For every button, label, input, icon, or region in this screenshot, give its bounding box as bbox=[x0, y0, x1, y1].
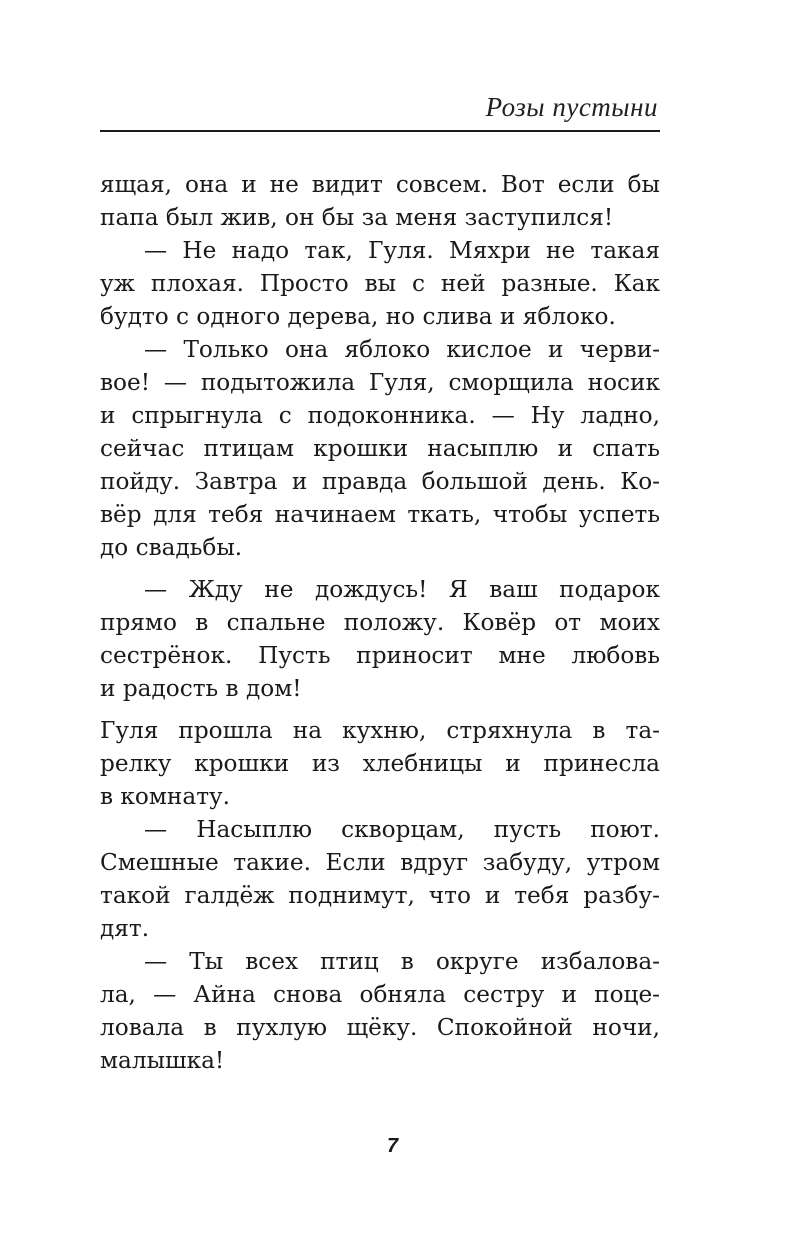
text-line: ла, — Айна снова обняла сестру и поце- bbox=[100, 981, 660, 1008]
text-line: — Жду не дождусь! Я ваш подарок bbox=[144, 576, 660, 603]
text-line: ящая, она и не видит совсем. Вот если бы bbox=[100, 171, 660, 198]
text-line: — Ты всех птиц в округе избалова- bbox=[144, 948, 660, 975]
text-line: прямо в спальне положу. Ковёр от моих bbox=[100, 609, 660, 636]
text-line: в комнату. bbox=[100, 783, 231, 810]
text-line: вое! — подытожила Гуля, сморщила носик bbox=[100, 369, 660, 396]
text-line: будто с одного дерева, но слива и яблоко. bbox=[100, 303, 616, 330]
text-line: и спрыгнула с подоконника. — Ну ладно, bbox=[100, 402, 660, 429]
text-line: сестрёнок. Пусть приносит мне любовь bbox=[100, 642, 660, 669]
text-line: Гуля прошла на кухню, стряхнула в та- bbox=[100, 717, 660, 744]
text-line: сейчас птицам крошки насыплю и спать bbox=[100, 435, 660, 462]
text-line: такой галдёж поднимут, что и тебя разбу- bbox=[100, 882, 660, 909]
text-line: — Только она яблоко кислое и черви- bbox=[144, 336, 660, 363]
text-line: вёр для тебя начинаем ткать, чтобы успеть bbox=[100, 501, 660, 528]
text-line: до свадьбы. bbox=[100, 534, 243, 561]
text-line: релку крошки из хлебницы и принесла bbox=[100, 750, 660, 777]
running-header bbox=[100, 92, 660, 132]
running-title: Розы пустыни bbox=[485, 92, 658, 122]
text-line: уж плохая. Просто вы с ней разные. Как bbox=[100, 270, 660, 297]
text-line: — Насыплю скворцам, пусть поют. bbox=[144, 816, 660, 843]
header-rule bbox=[100, 130, 660, 132]
text-line: пойду. Завтра и правда большой день. Ко- bbox=[100, 468, 660, 495]
text-line: и радость в дом! bbox=[100, 675, 302, 702]
text-line: ловала в пухлую щёку. Спокойной ночи, bbox=[100, 1014, 660, 1041]
text-line: — Не надо так, Гуля. Мяхри не такая bbox=[144, 237, 660, 264]
text-line: дят. bbox=[100, 915, 150, 942]
text-line: Смешные такие. Если вдруг забуду, утром bbox=[100, 849, 660, 876]
body-text bbox=[100, 168, 660, 1077]
text-line: папа был жив, он бы за меня заступился! bbox=[100, 204, 614, 231]
text-line: малышка! bbox=[100, 1047, 225, 1074]
page-number: 7 bbox=[386, 1135, 399, 1157]
